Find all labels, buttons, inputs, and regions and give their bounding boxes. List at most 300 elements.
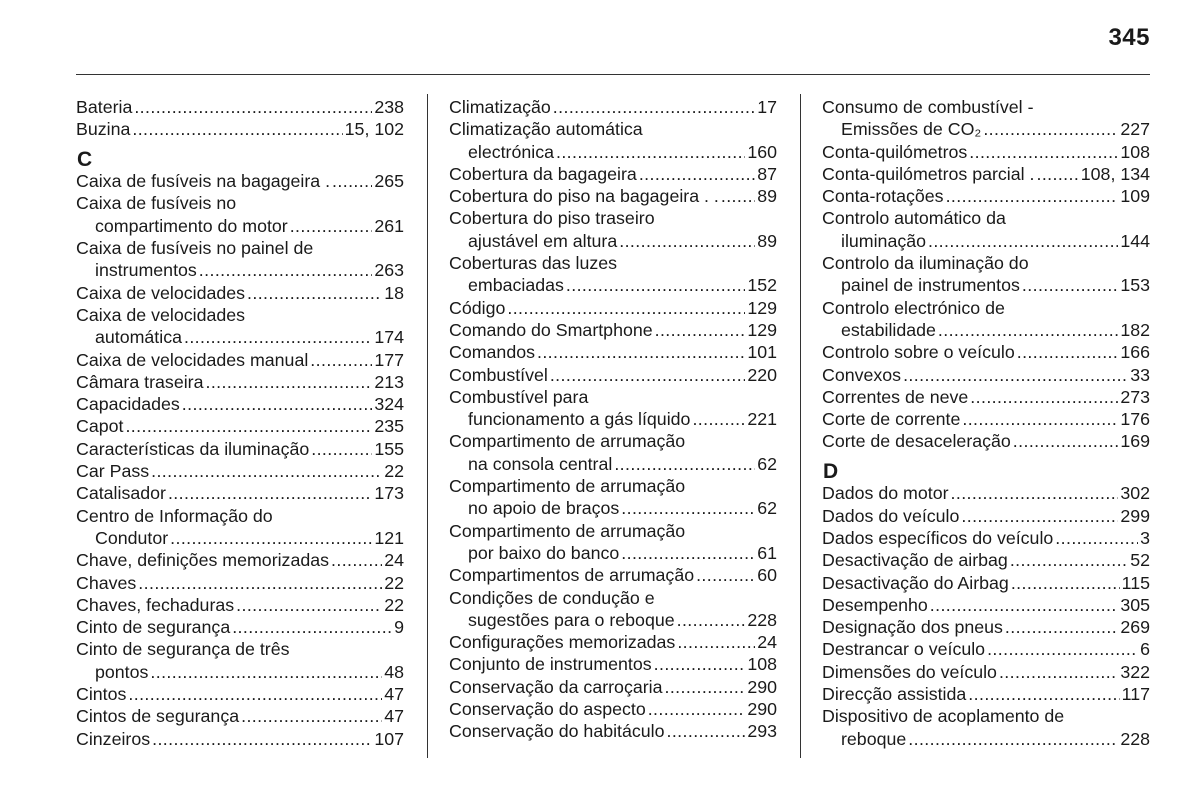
dot-leader bbox=[1010, 549, 1128, 571]
index-term: estabilidade bbox=[841, 319, 936, 340]
index-entry bbox=[822, 252, 1150, 297]
index-term: Buzina bbox=[76, 119, 131, 140]
index-entry-line bbox=[76, 96, 404, 118]
page-reference: 60 bbox=[757, 565, 777, 586]
dot-leader bbox=[310, 349, 372, 371]
page-reference: 17 bbox=[757, 97, 777, 117]
dot-leader bbox=[983, 118, 1118, 140]
page-reference: 221 bbox=[747, 409, 777, 430]
page-reference: 273 bbox=[1120, 386, 1150, 407]
index-entry-continuation bbox=[822, 118, 1150, 140]
dot-leader bbox=[962, 408, 1118, 430]
index-term: Compartimento de arrumação bbox=[449, 476, 686, 497]
index-entry-line bbox=[76, 118, 404, 140]
index-entry-line bbox=[76, 304, 404, 326]
index-entry bbox=[449, 163, 777, 185]
page-reference: 61 bbox=[757, 542, 777, 563]
index-term: Caixa de fusíveis no bbox=[76, 193, 237, 214]
index-term: Correntes de neve bbox=[822, 386, 969, 407]
index-term: Chaves bbox=[76, 572, 137, 593]
index-entry-line bbox=[76, 594, 404, 616]
index-entry bbox=[76, 192, 404, 237]
page-reference: 238 bbox=[374, 97, 404, 117]
index-entry-line bbox=[449, 430, 777, 452]
index-entry bbox=[76, 96, 404, 118]
index-term: pontos bbox=[95, 661, 149, 682]
index-entry-line bbox=[822, 594, 1150, 616]
page-reference: 235 bbox=[374, 416, 404, 437]
index-term: Emissões de CO₂ bbox=[841, 119, 982, 140]
index-entry-continuation bbox=[449, 542, 777, 564]
index-term: sugestões para o reboque bbox=[468, 609, 675, 630]
index-term: painel de instrumentos bbox=[841, 275, 1020, 296]
index-entry bbox=[449, 698, 777, 720]
index-entry-line bbox=[822, 638, 1150, 660]
index-term: Dimensões do veículo bbox=[822, 661, 997, 682]
index-entry-continuation bbox=[449, 609, 777, 631]
index-entry-line bbox=[822, 386, 1150, 408]
index-entry bbox=[76, 683, 404, 705]
page-reference: 265 bbox=[374, 171, 404, 192]
page-reference: 155 bbox=[374, 438, 404, 459]
index-term: Comando do Smartphone bbox=[449, 319, 653, 340]
index-entry-line bbox=[822, 430, 1150, 452]
index-entry bbox=[822, 163, 1150, 185]
index-entry-continuation bbox=[449, 408, 777, 430]
page-reference: 107 bbox=[374, 728, 404, 749]
dot-leader bbox=[655, 319, 746, 341]
index-entry-line bbox=[449, 564, 777, 586]
page-reference: 22 bbox=[384, 572, 404, 593]
dot-leader bbox=[968, 683, 1119, 705]
index-term: Cobertura do piso traseiro bbox=[449, 208, 655, 229]
index-entry-line bbox=[76, 460, 404, 482]
index-entry-line bbox=[822, 505, 1150, 527]
index-term: Cobertura do piso na bagageira . . bbox=[449, 186, 719, 207]
index-entry-line bbox=[449, 653, 777, 675]
page-reference: 108, 134 bbox=[1080, 163, 1150, 184]
index-entry-continuation bbox=[449, 274, 777, 296]
index-term: Caixa de velocidades manual bbox=[76, 349, 309, 370]
index-entry-line bbox=[449, 341, 777, 363]
dot-leader bbox=[1013, 430, 1119, 452]
index-term: Convexos bbox=[822, 364, 902, 385]
index-entry bbox=[822, 661, 1150, 683]
page-reference: 290 bbox=[747, 676, 777, 697]
dot-leader bbox=[556, 141, 745, 163]
index-term: Dispositivo de acoplamento de bbox=[822, 706, 1065, 727]
index-term: Coberturas das luzes bbox=[449, 253, 618, 274]
index-entry-continuation bbox=[76, 661, 404, 683]
dot-leader bbox=[664, 676, 745, 698]
page-reference: 129 bbox=[747, 319, 777, 340]
index-term: Capot bbox=[76, 416, 124, 437]
index-entry bbox=[76, 349, 404, 371]
index-entry-line bbox=[76, 705, 404, 727]
index-term: Combustível bbox=[449, 364, 548, 385]
index-term: Caixa de fusíveis no painel de bbox=[76, 238, 314, 259]
index-term: automática bbox=[95, 327, 182, 348]
index-entry-line bbox=[449, 631, 777, 653]
index-entry bbox=[76, 594, 404, 616]
dot-leader bbox=[903, 364, 1128, 386]
index-term: Combustível para bbox=[449, 386, 589, 407]
index-entry bbox=[76, 549, 404, 571]
top-rule bbox=[76, 74, 1150, 75]
index-entry bbox=[449, 185, 777, 207]
page-reference: 228 bbox=[747, 609, 777, 630]
index-term: Controlo electrónico de bbox=[822, 297, 1005, 318]
dot-leader bbox=[138, 572, 382, 594]
index-entry bbox=[822, 341, 1150, 363]
index-entry bbox=[822, 364, 1150, 386]
dot-leader bbox=[332, 170, 372, 192]
dot-leader bbox=[550, 364, 746, 386]
index-entry-line bbox=[449, 207, 777, 229]
index-term: ajustável em altura bbox=[468, 230, 618, 251]
index-entry bbox=[449, 520, 777, 565]
page-reference: 227 bbox=[1120, 119, 1150, 140]
index-entry bbox=[76, 282, 404, 304]
index-entry-line bbox=[76, 638, 404, 660]
index-term: Conservação do habitáculo bbox=[449, 721, 665, 742]
page-reference: 47 bbox=[384, 706, 404, 727]
dot-leader bbox=[311, 438, 372, 460]
index-term: Caixa de velocidades bbox=[76, 282, 246, 303]
page-reference: 290 bbox=[747, 699, 777, 720]
dot-leader bbox=[134, 96, 372, 118]
index-term: Capacidades bbox=[76, 394, 180, 415]
index-entry-line bbox=[76, 415, 404, 437]
index-entry bbox=[449, 207, 777, 252]
dot-leader bbox=[969, 141, 1118, 163]
index-entry bbox=[76, 728, 404, 750]
index-entry bbox=[449, 118, 777, 163]
index-entry bbox=[76, 460, 404, 482]
page-reference: 174 bbox=[374, 327, 404, 348]
dot-leader bbox=[677, 609, 746, 631]
index-entry-continuation bbox=[449, 230, 777, 252]
index-entry bbox=[822, 482, 1150, 504]
index-entry-line bbox=[449, 163, 777, 185]
dot-leader bbox=[152, 728, 372, 750]
index-term: Desempenho bbox=[822, 594, 928, 615]
index-entry-line bbox=[822, 252, 1150, 274]
index-entry bbox=[822, 505, 1150, 527]
page-reference: 121 bbox=[374, 527, 404, 548]
page-reference: 213 bbox=[374, 371, 404, 392]
dot-leader bbox=[928, 230, 1118, 252]
index-entry bbox=[76, 438, 404, 460]
index-entry bbox=[76, 118, 404, 140]
page-reference: 9 bbox=[394, 617, 404, 638]
index-entry-line bbox=[449, 720, 777, 742]
index-entry bbox=[449, 96, 777, 118]
dot-leader bbox=[1055, 527, 1138, 549]
page-reference: 129 bbox=[747, 297, 777, 318]
dot-leader bbox=[648, 698, 746, 720]
index-term: por baixo do banco bbox=[468, 542, 620, 563]
index-term: Climatização bbox=[449, 97, 551, 117]
dot-leader bbox=[241, 705, 382, 727]
index-term: Centro de Informação do bbox=[76, 505, 273, 526]
index-term: Controlo da iluminação do bbox=[822, 253, 1029, 274]
index-entry bbox=[449, 341, 777, 363]
index-term: Comandos bbox=[449, 342, 535, 363]
index-entry bbox=[76, 638, 404, 683]
index-entry bbox=[822, 430, 1150, 452]
page-reference: 15, 102 bbox=[344, 119, 404, 140]
index-term: embaciadas bbox=[468, 275, 564, 296]
index-entry-continuation bbox=[822, 319, 1150, 341]
page-reference: 115 bbox=[1121, 572, 1150, 593]
index-entry bbox=[449, 475, 777, 520]
index-entry-line bbox=[449, 698, 777, 720]
page-reference: 62 bbox=[757, 498, 777, 519]
index-entry-line bbox=[822, 141, 1150, 163]
index-term: Configurações memorizadas bbox=[449, 632, 676, 653]
page-reference: 182 bbox=[1120, 319, 1150, 340]
index-term: electrónica bbox=[468, 141, 554, 162]
page-reference: 108 bbox=[1120, 141, 1150, 162]
dot-leader bbox=[1005, 616, 1118, 638]
index-term: Cintos bbox=[76, 684, 127, 705]
index-entry-line bbox=[76, 482, 404, 504]
index-entry-line bbox=[76, 683, 404, 705]
dot-leader bbox=[970, 386, 1118, 408]
dot-leader bbox=[696, 564, 755, 586]
page-reference: 47 bbox=[384, 684, 404, 705]
dot-leader bbox=[639, 163, 755, 185]
page-reference: 108 bbox=[747, 654, 777, 675]
index-term: Conta-rotações bbox=[822, 186, 944, 207]
index-letter-heading: C bbox=[77, 147, 93, 171]
index-entry-line bbox=[76, 549, 404, 571]
dot-leader bbox=[987, 638, 1138, 660]
dot-leader bbox=[128, 683, 382, 705]
dot-leader bbox=[1017, 341, 1119, 363]
index-entry bbox=[822, 572, 1150, 594]
index-entry-line bbox=[822, 185, 1150, 207]
index-term: Desactivação do Airbag bbox=[822, 572, 1009, 593]
dot-leader bbox=[1011, 572, 1120, 594]
index-term: Catalisador bbox=[76, 483, 166, 504]
index-entry bbox=[76, 170, 404, 192]
page-reference: 299 bbox=[1120, 505, 1150, 526]
dot-leader bbox=[168, 482, 372, 504]
index-term: Cinto de segurança bbox=[76, 617, 231, 638]
index-term: Cinzeiros bbox=[76, 728, 151, 749]
index-term: compartimento do motor bbox=[95, 215, 288, 236]
index-entry bbox=[76, 505, 404, 550]
index-letter-heading: D bbox=[823, 459, 839, 483]
index-term: Conta-quilómetros bbox=[822, 141, 968, 162]
dot-leader bbox=[553, 96, 755, 118]
dot-leader bbox=[290, 215, 373, 237]
index-term: Destrancar o veículo bbox=[822, 639, 986, 660]
page-reference: 324 bbox=[374, 394, 404, 415]
page-reference: 87 bbox=[757, 163, 777, 184]
index-entry bbox=[822, 185, 1150, 207]
page-reference: 166 bbox=[1120, 342, 1150, 363]
index-entry-line bbox=[76, 572, 404, 594]
index-term: Desactivação de airbag bbox=[822, 550, 1008, 571]
index-term: Cinto de segurança de três bbox=[76, 639, 290, 660]
index-entry-line bbox=[76, 282, 404, 304]
dot-leader bbox=[667, 720, 746, 742]
index-term: Corte de desaceleração bbox=[822, 431, 1011, 452]
index-term: Dados do motor bbox=[822, 483, 949, 504]
dot-leader bbox=[205, 371, 372, 393]
index-term: Caixa de fusíveis na bagageira . bbox=[76, 171, 331, 192]
index-entry bbox=[449, 364, 777, 386]
dot-leader bbox=[182, 393, 373, 415]
index-term: Cobertura da bagageira bbox=[449, 163, 637, 184]
index-entry-line bbox=[76, 616, 404, 638]
index-entry-line bbox=[449, 319, 777, 341]
index-entry-line bbox=[449, 364, 777, 386]
column-divider bbox=[427, 94, 428, 758]
page-reference: 269 bbox=[1120, 617, 1150, 638]
index-entry bbox=[449, 564, 777, 586]
index-entry bbox=[449, 587, 777, 632]
index-entry-line bbox=[822, 482, 1150, 504]
page-reference: 22 bbox=[384, 594, 404, 615]
index-term: instrumentos bbox=[95, 260, 197, 281]
index-entry-line bbox=[449, 297, 777, 319]
index-term: Compartimento de arrumação bbox=[449, 520, 686, 541]
index-entry bbox=[449, 297, 777, 319]
index-entry-line bbox=[822, 572, 1150, 594]
index-entry-continuation bbox=[76, 527, 404, 549]
page-reference: 220 bbox=[747, 364, 777, 385]
page-reference: 153 bbox=[1120, 275, 1150, 296]
index-term: funcionamento a gás líquido bbox=[468, 409, 691, 430]
index-term: iluminação bbox=[841, 230, 926, 251]
dot-leader bbox=[946, 185, 1119, 207]
index-term: Conservação da carroçaria bbox=[449, 676, 663, 697]
index-entry bbox=[822, 408, 1150, 430]
page-reference: 89 bbox=[757, 230, 777, 251]
index-term: Caixa de velocidades bbox=[76, 304, 246, 325]
index-entry-continuation bbox=[822, 728, 1150, 750]
dot-leader bbox=[951, 482, 1119, 504]
index-entry bbox=[449, 653, 777, 675]
index-entry bbox=[822, 616, 1150, 638]
page-reference: 322 bbox=[1120, 661, 1150, 682]
page-reference: 176 bbox=[1120, 409, 1150, 430]
index-term: Condições de condução e bbox=[449, 587, 655, 608]
index-entry bbox=[822, 683, 1150, 705]
dot-leader bbox=[614, 453, 755, 475]
index-term: Dados do veículo bbox=[822, 505, 960, 526]
index-entry-line bbox=[76, 237, 404, 259]
page-reference: 62 bbox=[757, 453, 777, 474]
index-entry bbox=[822, 96, 1150, 141]
index-entry-continuation bbox=[76, 259, 404, 281]
page-reference: 6 bbox=[1140, 639, 1150, 660]
page-reference: 177 bbox=[374, 349, 404, 370]
index-entry bbox=[822, 705, 1150, 750]
page-reference: 152 bbox=[747, 275, 777, 296]
index-term: Bateria bbox=[76, 97, 133, 117]
index-entry bbox=[822, 638, 1150, 660]
index-term: Câmara traseira bbox=[76, 371, 204, 392]
index-term: reboque bbox=[841, 728, 907, 749]
page-reference: 3 bbox=[1140, 527, 1150, 548]
index-entry-continuation bbox=[76, 215, 404, 237]
dot-leader bbox=[619, 230, 755, 252]
index-entry bbox=[449, 430, 777, 475]
page-reference: 24 bbox=[384, 550, 404, 571]
index-entry-line bbox=[822, 408, 1150, 430]
index-term: Consumo de combustível - bbox=[822, 97, 1034, 117]
page-reference: 33 bbox=[1130, 364, 1150, 385]
index-entry-continuation bbox=[449, 141, 777, 163]
index-entry-line bbox=[822, 549, 1150, 571]
index-term: na consola central bbox=[468, 453, 613, 474]
index-entry bbox=[822, 141, 1150, 163]
index-entry bbox=[76, 393, 404, 415]
index-entry bbox=[449, 631, 777, 653]
index-entry bbox=[76, 616, 404, 638]
dot-leader bbox=[566, 274, 745, 296]
column-divider bbox=[800, 94, 801, 758]
index-entry-line bbox=[76, 438, 404, 460]
index-term: Corte de corrente bbox=[822, 409, 961, 430]
dot-leader bbox=[621, 497, 755, 519]
page-reference: 24 bbox=[757, 632, 777, 653]
dot-leader bbox=[908, 728, 1118, 750]
page-reference: 109 bbox=[1120, 186, 1150, 207]
dot-leader bbox=[1036, 163, 1078, 185]
index-term: Chave, definições memorizadas bbox=[76, 550, 330, 571]
page-reference: 18 bbox=[384, 282, 404, 303]
index-entry bbox=[76, 371, 404, 393]
index-term: Climatização automática bbox=[449, 119, 643, 140]
index-entry-continuation bbox=[822, 230, 1150, 252]
dot-leader bbox=[507, 297, 745, 319]
page-reference: 89 bbox=[757, 186, 777, 207]
page-reference: 48 bbox=[384, 661, 404, 682]
dot-leader bbox=[537, 341, 745, 363]
dot-leader bbox=[331, 549, 382, 571]
index-entry-line bbox=[76, 170, 404, 192]
index-entry-continuation bbox=[76, 326, 404, 348]
index-entry-line bbox=[76, 728, 404, 750]
page-reference: 52 bbox=[1130, 550, 1150, 571]
index-entry-line bbox=[822, 661, 1150, 683]
index-entry-continuation bbox=[449, 453, 777, 475]
index-term: Conta-quilómetros parcial . bbox=[822, 163, 1035, 184]
index-entry-line bbox=[449, 520, 777, 542]
index-entry-line bbox=[822, 341, 1150, 363]
page-reference: 302 bbox=[1120, 483, 1150, 504]
index-entry-line bbox=[449, 475, 777, 497]
index-entry bbox=[449, 386, 777, 431]
index-entry bbox=[822, 549, 1150, 571]
index-term: Designação dos pneus bbox=[822, 617, 1003, 638]
dot-leader bbox=[961, 505, 1118, 527]
index-entry-line bbox=[822, 527, 1150, 549]
page-reference: 117 bbox=[1121, 684, 1150, 705]
index-entry-line bbox=[76, 192, 404, 214]
dot-leader bbox=[247, 282, 382, 304]
index-column-1 bbox=[76, 96, 404, 750]
page-reference: 228 bbox=[1120, 728, 1150, 749]
dot-leader bbox=[199, 259, 373, 281]
index-entry bbox=[822, 386, 1150, 408]
